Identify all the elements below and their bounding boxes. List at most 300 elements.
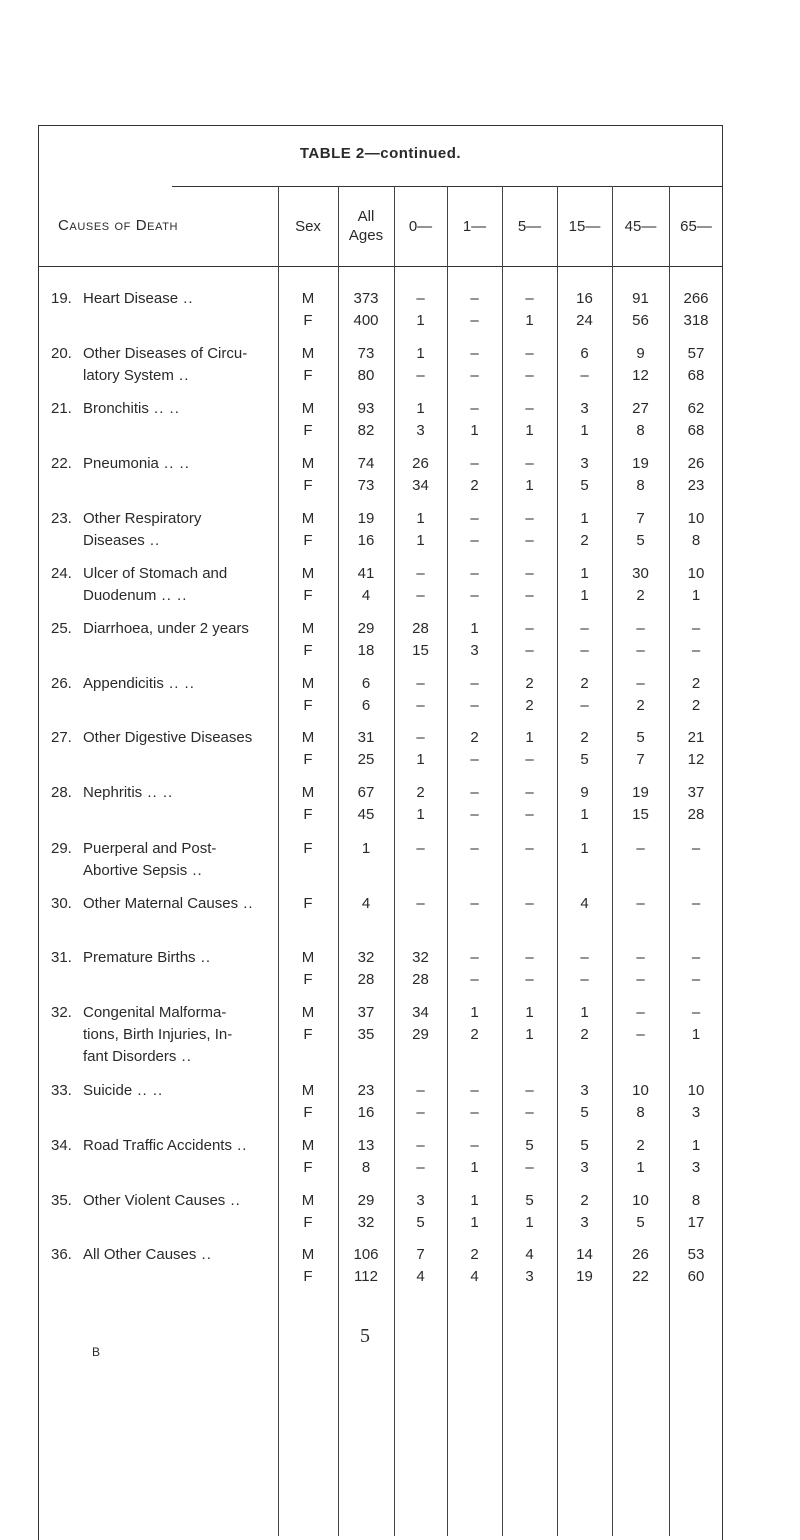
column-divider [278, 186, 279, 1536]
header-age-15: 15— [568, 217, 601, 235]
leader-dots: .. [225, 1192, 241, 1209]
count-cell: 32 [412, 949, 429, 966]
cause-line [51, 398, 275, 420]
header-age-0: 0— [408, 217, 433, 235]
sex-cell: M [301, 345, 315, 362]
count-cell: – [470, 1104, 479, 1121]
count-cell: – [525, 290, 534, 307]
count-cell: – [470, 455, 479, 472]
cause-label: Diarrhoea, under 2 years [83, 620, 249, 637]
sex-cell: M [301, 455, 315, 472]
cause-line [51, 838, 275, 860]
cause-label: tions, Birth Injuries, In- [83, 1026, 233, 1043]
cause-number: 25. [51, 620, 72, 637]
count-cell: – [416, 587, 425, 604]
count-cell: 91 [632, 290, 649, 307]
cause-number: 30. [51, 895, 72, 912]
cause-of-death [51, 893, 275, 915]
count-cell: – [636, 840, 645, 857]
header-causes-of-death: Causes of Death [58, 217, 179, 234]
count-cell: 62 [687, 400, 705, 417]
table-title: TABLE 2—continued. [299, 145, 462, 162]
cause-line [51, 453, 275, 475]
count-cell: 8 [691, 532, 701, 549]
cause-label: fant Disorders [83, 1048, 177, 1065]
count-cell: – [470, 290, 479, 307]
leader-dots: .. [176, 1048, 192, 1065]
count-cell: 10 [687, 510, 705, 527]
count-cell: 1 [580, 840, 589, 857]
sex-cell: M [301, 675, 315, 692]
count-cell: – [525, 455, 534, 472]
count-cell: 34 [412, 477, 429, 494]
count-cell: 1 [580, 1004, 589, 1021]
cause-of-death [51, 1135, 275, 1157]
sex-cell: M [301, 1192, 315, 1209]
count-cell: 400 [353, 312, 379, 329]
count-cell: 2 [525, 675, 534, 692]
count-cell: 21 [687, 729, 705, 746]
count-cell: 2 [470, 1246, 479, 1263]
cause-number: 27. [51, 729, 72, 746]
count-cell: 22 [632, 1268, 649, 1285]
count-cell: 3 [416, 422, 425, 439]
count-cell: 41 [357, 565, 375, 582]
leader-dots: .. .. [158, 455, 190, 472]
sex-cell: F [303, 532, 313, 549]
count-cell: – [470, 510, 479, 527]
sex-cell: F [303, 367, 313, 384]
cause-line [51, 1002, 275, 1024]
leader-dots: .. .. [148, 400, 180, 417]
sex-cell: F [303, 312, 313, 329]
count-cell: 2 [525, 697, 534, 714]
count-cell: 28 [412, 971, 429, 988]
count-cell: 7 [636, 510, 645, 527]
count-cell: – [636, 949, 645, 966]
count-cell: 28 [687, 806, 705, 823]
count-cell: 3 [580, 400, 589, 417]
cause-line [51, 530, 275, 552]
cause-label: Congenital Malforma- [83, 1004, 227, 1021]
count-cell: – [470, 840, 479, 857]
count-cell: 5 [525, 1137, 534, 1154]
count-cell: – [525, 642, 534, 659]
count-cell: 29 [357, 1192, 375, 1209]
count-cell: 18 [357, 642, 375, 659]
sex-cell: F [303, 1026, 313, 1043]
count-cell: 53 [687, 1246, 705, 1263]
column-divider [394, 186, 395, 1536]
leader-dots: .. [144, 532, 161, 549]
count-cell: 318 [683, 312, 709, 329]
cause-of-death [51, 1190, 275, 1212]
count-cell: 10 [687, 1082, 705, 1099]
cause-of-death [51, 727, 275, 749]
count-cell: 5 [525, 1192, 534, 1209]
count-cell: 1 [525, 422, 534, 439]
cause-line [51, 563, 275, 585]
cause-line [51, 618, 275, 640]
count-cell: 5 [636, 1214, 645, 1231]
count-cell: 24 [576, 312, 593, 329]
cause-line [51, 1190, 275, 1212]
cause-number: 34. [51, 1137, 72, 1154]
count-cell: 93 [357, 400, 375, 417]
count-cell: 25 [357, 751, 375, 768]
sex-cell: F [303, 697, 313, 714]
cause-line [51, 727, 275, 749]
count-cell: 60 [687, 1268, 705, 1285]
cause-number: 32. [51, 1004, 72, 1021]
count-cell: 1 [691, 1026, 701, 1043]
count-cell: 2 [636, 587, 645, 604]
sex-cell: F [303, 587, 313, 604]
sex-cell: F [303, 971, 313, 988]
cause-line [51, 947, 275, 969]
sex-cell: M [301, 949, 315, 966]
count-cell: – [580, 620, 589, 637]
count-cell: 1 [580, 565, 589, 582]
count-cell: 73 [357, 345, 375, 362]
count-cell: – [525, 565, 534, 582]
cause-number: 35. [51, 1192, 72, 1209]
count-cell: – [416, 697, 425, 714]
leader-dots: .. [187, 862, 203, 879]
count-cell: 5 [580, 477, 589, 494]
cause-number: 24. [51, 565, 72, 582]
count-cell: 12 [687, 751, 705, 768]
count-cell: – [416, 729, 425, 746]
cause-line [51, 1024, 275, 1046]
count-cell: 34 [412, 1004, 429, 1021]
count-cell: 5 [416, 1214, 425, 1231]
count-cell: 8 [691, 1192, 701, 1209]
cause-number: 20. [51, 345, 72, 362]
count-cell: – [636, 620, 645, 637]
count-cell: 3 [580, 1214, 589, 1231]
sex-cell: F [303, 1159, 313, 1176]
count-cell: – [416, 1137, 425, 1154]
count-cell: 68 [687, 367, 705, 384]
cause-line [51, 1244, 275, 1266]
count-cell: – [525, 784, 534, 801]
cause-label: Suicide [83, 1082, 133, 1099]
count-cell: 19 [632, 455, 649, 472]
sex-cell: M [301, 1246, 315, 1263]
count-cell: 112 [354, 1268, 378, 1285]
cause-of-death [51, 1244, 275, 1266]
count-cell: 7 [416, 1246, 425, 1263]
count-cell: – [470, 697, 479, 714]
count-cell: – [525, 510, 534, 527]
cause-of-death [51, 838, 275, 882]
count-cell: 68 [687, 422, 705, 439]
count-cell: 1 [416, 312, 425, 329]
cause-number: 19. [51, 290, 72, 307]
count-cell: 3 [580, 1082, 589, 1099]
count-cell: – [636, 642, 645, 659]
count-cell: 16 [357, 1104, 375, 1121]
count-cell: – [691, 949, 701, 966]
cause-label: All Other Causes [83, 1246, 197, 1263]
count-cell: 29 [357, 620, 375, 637]
count-cell: 1 [361, 840, 371, 857]
cause-line [51, 1046, 275, 1068]
cause-label: Pneumonia [83, 455, 159, 472]
column-divider [502, 186, 503, 1536]
count-cell: 1 [580, 806, 589, 823]
count-cell: 1 [691, 1137, 701, 1154]
count-cell: – [636, 971, 645, 988]
cause-number: 21. [51, 400, 72, 417]
count-cell: 26 [412, 455, 429, 472]
count-cell: – [416, 1159, 425, 1176]
count-cell: 6 [361, 697, 371, 714]
count-cell: 1 [580, 422, 589, 439]
leader-dots: .. [196, 1246, 212, 1263]
count-cell: 80 [357, 367, 375, 384]
count-cell: – [525, 840, 534, 857]
cause-of-death [51, 288, 275, 310]
count-cell: – [525, 971, 534, 988]
cause-line [51, 782, 275, 804]
cause-label: Duodenum [83, 587, 157, 604]
sex-cell: M [301, 784, 315, 801]
count-cell: 8 [361, 1159, 371, 1176]
header-all-ages-text: All Ages [348, 208, 384, 244]
count-cell: – [416, 675, 425, 692]
count-cell: 1 [470, 620, 479, 637]
count-cell: 3 [416, 1192, 425, 1209]
page-number: 5 [360, 1325, 370, 1347]
sex-cell: F [303, 477, 313, 494]
count-cell: – [470, 895, 479, 912]
count-cell: 4 [361, 895, 371, 912]
cause-line [51, 673, 275, 695]
cause-of-death [51, 618, 275, 640]
count-cell: – [470, 587, 479, 604]
count-cell: 13 [357, 1137, 375, 1154]
header-sex: Sex [295, 217, 321, 235]
count-cell: – [525, 949, 534, 966]
count-cell: – [691, 620, 701, 637]
count-cell: 1 [470, 1214, 479, 1231]
count-cell: 266 [683, 290, 709, 307]
count-cell: – [525, 1159, 534, 1176]
count-cell: 32 [357, 1214, 375, 1231]
count-cell: 106 [353, 1246, 379, 1263]
count-cell: 1 [416, 806, 425, 823]
cause-of-death [51, 1080, 275, 1102]
column-divider [669, 186, 670, 1536]
count-cell: – [470, 400, 479, 417]
header-all-ages [338, 196, 394, 256]
count-cell: – [525, 1104, 534, 1121]
cause-label: Road Traffic Accidents [83, 1137, 232, 1154]
count-cell: – [525, 532, 534, 549]
count-cell: 5 [636, 532, 645, 549]
count-cell: 1 [691, 587, 701, 604]
count-cell: 17 [687, 1214, 705, 1231]
count-cell: 1 [416, 345, 425, 362]
count-cell: 29 [412, 1026, 429, 1043]
cause-of-death [51, 343, 275, 387]
count-cell: 2 [580, 1026, 589, 1043]
count-cell: – [691, 840, 701, 857]
count-cell: 1 [525, 1026, 534, 1043]
count-cell: 2 [636, 697, 645, 714]
count-cell: 4 [361, 587, 371, 604]
count-cell: 74 [357, 455, 375, 472]
count-cell: – [470, 565, 479, 582]
cause-line [51, 860, 275, 882]
count-cell: 1 [636, 1159, 645, 1176]
cause-of-death [51, 508, 275, 552]
count-cell: 15 [632, 806, 649, 823]
sex-cell: M [301, 620, 315, 637]
column-divider [338, 186, 339, 1536]
sex-cell: M [301, 290, 315, 307]
count-cell: 16 [357, 532, 375, 549]
count-cell: – [580, 697, 589, 714]
sex-cell: M [301, 1082, 315, 1099]
count-cell: – [470, 532, 479, 549]
count-cell: – [470, 675, 479, 692]
cause-label: Puerperal and Post- [83, 840, 217, 857]
leader-dots: .. .. [132, 1082, 164, 1099]
count-cell: – [470, 751, 479, 768]
cause-label: Heart Disease [83, 290, 179, 307]
count-cell: 9 [636, 345, 645, 362]
count-cell: 2 [636, 1137, 645, 1154]
header-age-65: 65— [680, 217, 712, 235]
cause-line [51, 585, 275, 607]
sex-cell: M [301, 510, 315, 527]
sex-cell: F [303, 840, 313, 857]
count-cell: 3 [691, 1104, 701, 1121]
count-cell: 82 [357, 422, 375, 439]
count-cell: 5 [580, 1137, 589, 1154]
footer-mark: B [92, 1345, 101, 1359]
count-cell: 1 [416, 751, 425, 768]
count-cell: – [636, 1026, 645, 1043]
sex-cell: F [303, 422, 313, 439]
header-rule [38, 266, 723, 267]
cause-label: Other Maternal Causes [83, 895, 239, 912]
count-cell: 10 [687, 565, 705, 582]
count-cell: – [525, 751, 534, 768]
sex-cell: F [303, 1214, 313, 1231]
count-cell: 12 [632, 367, 649, 384]
count-cell: 5 [580, 1104, 589, 1121]
header-age-1: 1— [462, 217, 487, 235]
count-cell: 4 [416, 1268, 425, 1285]
count-cell: 31 [357, 729, 375, 746]
count-cell: – [470, 1082, 479, 1099]
cause-number: 28. [51, 784, 72, 801]
cause-label: latory System [83, 367, 174, 384]
count-cell: – [525, 400, 534, 417]
count-cell: – [525, 345, 534, 362]
count-cell: – [470, 971, 479, 988]
column-divider [612, 186, 613, 1536]
leader-dots: .. [178, 290, 194, 307]
count-cell: 1 [525, 729, 534, 746]
count-cell: 19 [357, 510, 375, 527]
count-cell: – [470, 806, 479, 823]
count-cell: 14 [576, 1246, 593, 1263]
count-cell: – [691, 971, 701, 988]
cause-label: Premature Births [83, 949, 196, 966]
count-cell: – [470, 312, 479, 329]
sex-cell: M [301, 565, 315, 582]
count-cell: – [525, 806, 534, 823]
count-cell: 23 [357, 1082, 375, 1099]
cause-of-death [51, 782, 275, 804]
count-cell: 15 [412, 642, 429, 659]
count-cell: 28 [357, 971, 375, 988]
count-cell: 4 [580, 895, 589, 912]
count-cell: 2 [416, 784, 425, 801]
cause-label: Other Respiratory [83, 510, 202, 527]
count-cell: – [416, 367, 425, 384]
count-cell: 2 [691, 697, 701, 714]
cause-of-death [51, 563, 275, 607]
count-cell: 10 [632, 1192, 649, 1209]
leader-dots: .. .. [163, 675, 195, 692]
sex-cell: M [301, 400, 315, 417]
column-divider [447, 186, 448, 1536]
count-cell: 2 [580, 675, 589, 692]
count-cell: 2 [691, 675, 701, 692]
count-cell: 5 [636, 729, 645, 746]
cause-number: 33. [51, 1082, 72, 1099]
cause-of-death [51, 398, 275, 420]
count-cell: 1 [470, 1192, 479, 1209]
cause-line [51, 343, 275, 365]
count-cell: – [580, 642, 589, 659]
count-cell: 23 [687, 477, 705, 494]
count-cell: 8 [636, 1104, 645, 1121]
count-cell: 1 [580, 510, 589, 527]
count-cell: 3 [691, 1159, 701, 1176]
cause-number: 23. [51, 510, 72, 527]
count-cell: – [416, 565, 425, 582]
cause-number: 29. [51, 840, 72, 857]
cause-line [51, 1135, 275, 1157]
count-cell: 8 [636, 422, 645, 439]
cause-label: Nephritis [83, 784, 143, 801]
leader-dots: .. [238, 895, 254, 912]
count-cell: 2 [580, 729, 589, 746]
count-cell: 9 [580, 784, 589, 801]
count-cell: 373 [353, 290, 379, 307]
count-cell: 2 [580, 1192, 589, 1209]
count-cell: 3 [470, 642, 479, 659]
count-cell: 2 [470, 729, 479, 746]
count-cell: 1 [525, 1214, 534, 1231]
count-cell: 56 [632, 312, 649, 329]
cause-label: Other Violent Causes [83, 1192, 226, 1209]
count-cell: 1 [470, 1004, 479, 1021]
sex-cell: F [303, 1268, 313, 1285]
count-cell: – [470, 345, 479, 362]
sex-cell: F [303, 642, 313, 659]
sex-cell: F [303, 806, 313, 823]
count-cell: – [416, 1104, 425, 1121]
leader-dots: .. .. [156, 587, 188, 604]
